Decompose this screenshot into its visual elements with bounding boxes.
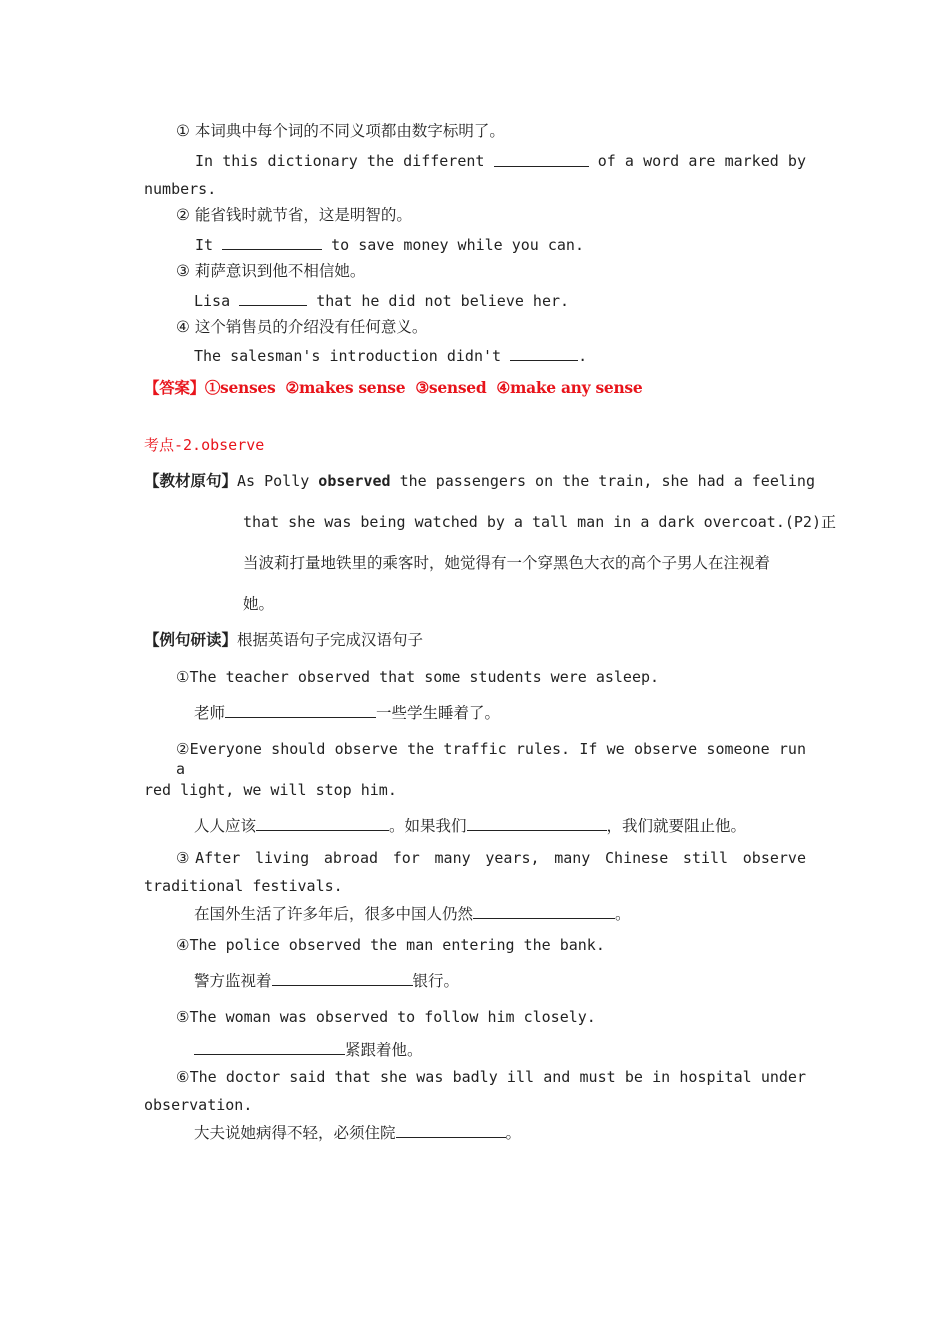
answer-blank[interactable] [494, 151, 589, 167]
study-heading [144, 630, 423, 650]
e2-text-c: ，我们就要阻止他。 [606, 817, 747, 835]
q1-word: the [366, 152, 395, 170]
example2-chinese [194, 815, 746, 836]
e4-text-pre: 警方监视着 [194, 972, 272, 990]
answer-item: ④make any sense [496, 378, 643, 397]
e6-text-post: 。 [505, 1124, 522, 1142]
answer-blank[interactable] [239, 290, 307, 306]
q2-text-pre: It [195, 236, 214, 254]
q1-word: of [597, 152, 616, 170]
q1-word: this [222, 152, 259, 170]
q1-word: by [787, 152, 806, 170]
e2-text-b: 。如果我们 [389, 817, 467, 835]
answer-blank[interactable] [256, 815, 389, 831]
q2-text-post: to save money while you can. [331, 236, 584, 254]
source-sentence-line1 [144, 471, 815, 491]
example3-chinese [194, 903, 631, 924]
example2-english-line2: red light, we will stop him. [144, 781, 397, 799]
answer-label: 【答案】 [144, 378, 205, 397]
answer-blank[interactable] [467, 815, 607, 831]
q3-text-pre: Lisa [194, 292, 231, 310]
answer-blank[interactable] [272, 970, 413, 986]
example3-english-line1: ③After living abroad for many years, many Chinese still observe [176, 849, 806, 867]
source-keyword: observed [318, 472, 391, 490]
q1-word: different [403, 152, 485, 170]
e3-text-pre: 在国外生活了许多年后，很多中国人仍然 [194, 905, 474, 923]
source-text-post: the passengers on the train, she had a feeling [390, 472, 815, 490]
e1-text-post: 一些学生睡着了。 [376, 704, 501, 722]
source-text-pre: As Polly [237, 472, 319, 490]
section-heading: 考点-2.observe [144, 436, 265, 454]
answer-blank[interactable] [473, 903, 615, 919]
answer-item: ①senses [204, 378, 276, 397]
q1-word: marked [724, 152, 779, 170]
e5-text-post: 紧跟着他。 [345, 1041, 423, 1059]
study-instruction: 根据英语句子完成汉语句子 [237, 631, 424, 649]
q1-chinese: ① 本词典中每个词的不同义项都由数字标明了。 [176, 122, 505, 140]
e6-text-pre: 大夫说她病得不轻，必须住院 [194, 1124, 396, 1142]
q1-word: a [624, 152, 634, 170]
e2-text-a: 人人应该 [194, 817, 257, 835]
q2-chinese: ② 能省钱时就节省，这是明智的。 [176, 206, 412, 224]
q3-chinese: ③ 莉萨意识到他不相信她。 [176, 262, 366, 280]
e1-text-pre: 老师 [194, 704, 226, 722]
q4-text-pre: The salesman's introduction didn't [194, 347, 502, 365]
source-sentence-line2: that she was being watched by a tall man in a dark overcoat.(P2)正 [243, 513, 836, 531]
example3-english-line2: traditional festivals. [144, 877, 343, 895]
q2-english [195, 234, 584, 255]
example4-chinese [194, 970, 459, 991]
answer-item: ③sensed [415, 378, 487, 397]
example5-english: ⑤The woman was observed to follow him closely. [176, 1008, 596, 1026]
q1-word: dictionary [267, 152, 358, 170]
example6-chinese [194, 1122, 521, 1143]
answer-blank[interactable] [222, 234, 322, 250]
q4-chinese: ④ 这个销售员的介绍没有任何意义。 [176, 318, 428, 336]
q1-word: word [643, 152, 680, 170]
example6-english-line2: observation. [144, 1096, 253, 1114]
e3-text-post: 。 [615, 905, 631, 923]
e4-text-post: 银行。 [412, 972, 460, 990]
example2-english-line1: ②Everyone should observe the traffic rules. If we observe someone run a [176, 740, 806, 778]
q3-text-post: that he did not believe her. [316, 292, 570, 310]
answer-blank[interactable] [510, 345, 578, 361]
answer-item: ②makes sense [285, 378, 406, 397]
example5-chinese [194, 1039, 423, 1060]
q3-english [194, 290, 569, 311]
example4-english: ④The police observed the man entering the bank. [176, 936, 605, 954]
example6-english-line1: ⑥The doctor said that she was badly ill and must be in hospital under [176, 1068, 806, 1086]
answer-blank[interactable] [225, 702, 376, 718]
example1-chinese [194, 702, 500, 723]
answer-blank[interactable] [194, 1039, 345, 1055]
source-translation-line2: 她。 [243, 595, 275, 613]
q1-word: are [688, 152, 716, 170]
source-label: 【教材原句】 [144, 472, 238, 490]
q4-text-post: . [578, 347, 588, 365]
answer-blank[interactable] [396, 1122, 506, 1138]
example1-english: ①The teacher observed that some students were asleep. [176, 668, 660, 686]
source-translation-line1: 当波莉打量地铁里的乘客时，她觉得有一个穿黑色大衣的高个子男人在注视着 [243, 554, 771, 572]
q1-english-line1 [195, 151, 806, 171]
answer-key [144, 378, 652, 398]
q1-english-line2: numbers. [144, 180, 217, 198]
q4-english [194, 345, 587, 366]
q1-word: In [195, 152, 214, 170]
study-label: 【例句研读】 [144, 631, 238, 649]
